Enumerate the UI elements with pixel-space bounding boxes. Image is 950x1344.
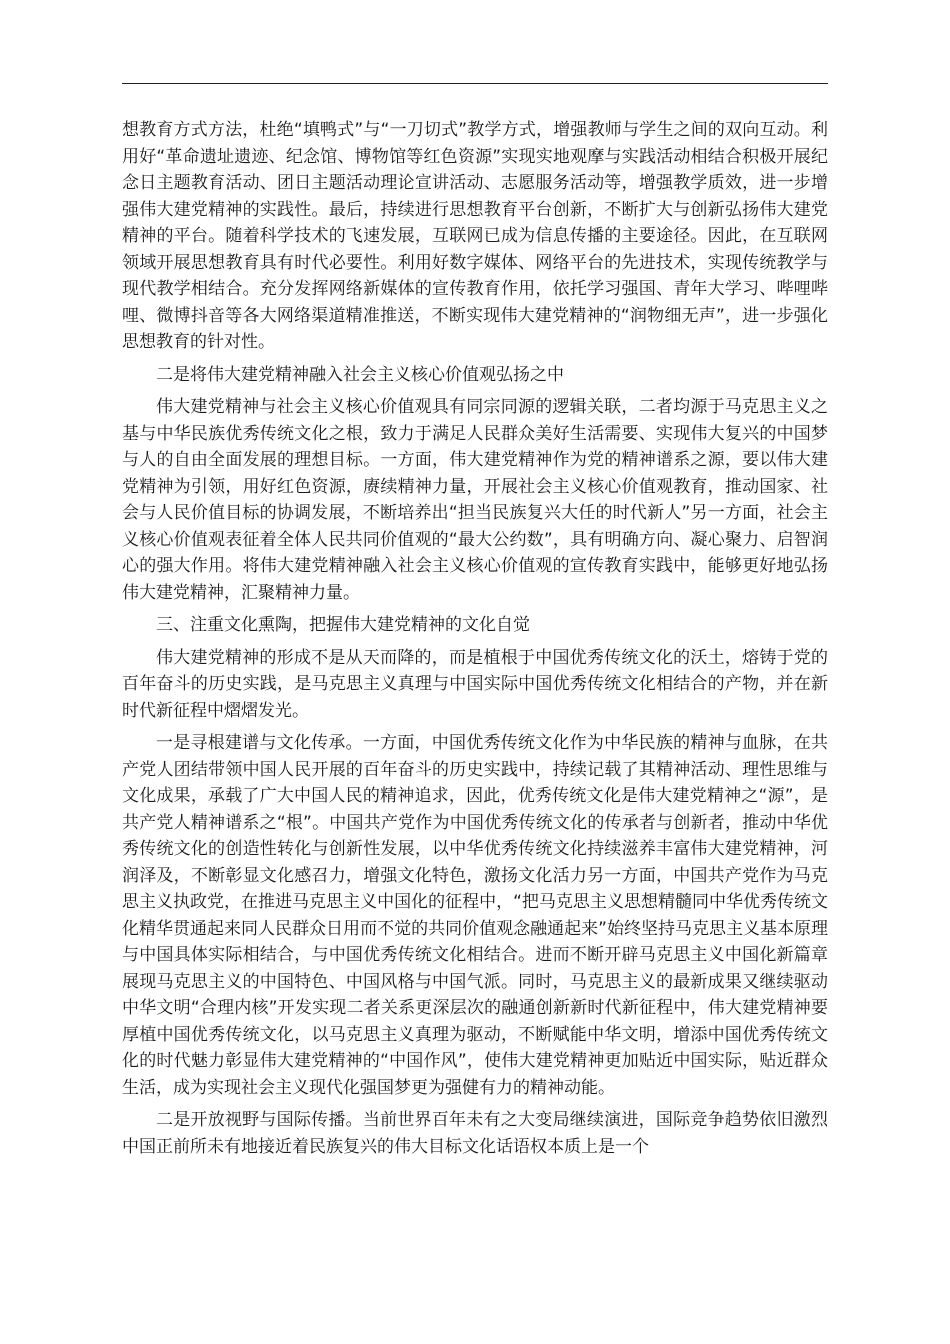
paragraph: 伟大建党精神与社会主义核心价值观具有同宗同源的逻辑关联，二者均源于马克思主义之基与中华民族优秀传统文化之根，致力于满足人民群众美好生活需要、实现伟大复兴的中国梦与人的自由全面发展的理想目标。一方面，伟大建党精神作为党的精神谱系之源，要以伟大建党精神为引领，用好红色资源，赓续精神力量，开展社会主义核心价值观教育，推动国家、社会与人民价值目标的协调发展，不断培养出“担当民族复兴大任的时代新人”另一方面，社会主义核心价值观表征着全体人民共同价值观的“最大公约数”，具有明确方向、凝心聚力、启智润心的强大作用。将伟大建党精神融入社会主义核心价值观的宣传教育实践中，能够更好地弘扬伟大建党精神，汇聚精神力量。	[122, 397, 828, 603]
document-body	[122, 117, 828, 1166]
section-subheading: 二是将伟大建党精神融入社会主义核心价值观弘扬之中	[156, 364, 564, 385]
paragraph: 二是开放视野与国际传播。当前世界百年未有之大变局继续演进，国际竞争趋势依旧激烈中国正前所未有地接近着民族复兴的伟大目标文化话语权本质上是一个	[122, 1110, 828, 1157]
header-rule	[122, 83, 828, 84]
paragraph: 伟大建党精神的形成不是从天而降的，而是植根于中国优秀传统文化的沃土，熔铸于党的百年奋斗的历史实践，是马克思主义真理与中国实际中国优秀传统文化相结合的产物，并在新时代新征程中熠熠发光。	[122, 647, 828, 721]
paragraph-continuation: 想教育方式方法，杜绝“填鸭式”与“一刀切式”教学方式，增强教师与学生之间的双向互动。利用好“革命遗址遗迹、纪念馆、博物馆等红色资源”实现实地观摩与实践活动相结合积极开展纪念日主题教育活动、团日主题活动理论宣讲活动、志愿服务活动等，增强教学质效，进一步增强伟大建党精神的实践性。最后，持续进行思想教育平台创新，不断扩大与创新弘扬伟大建党精神的平台。随着科学技术的飞速发展，互联网已成为信息传播的主要途径。因此，在互联网领域开展思想教育具有时代必要性。利用好数字媒体、网络平台的先进技术，实现传统教学与现代教学相结合。充分发挥网络新媒体的宣传教育作用，依托学习强国、青年大学习、哔哩哔哩、微博抖音等各大网络渠道精准推送，不断实现伟大建党精神的“润物细无声”，进一步强化思想教育的针对性。	[122, 120, 828, 352]
section-heading: 三、注重文化熏陶，把握伟大建党精神的文化自觉	[156, 615, 530, 635]
paragraph: 一是寻根建谱与文化传承。一方面，中国优秀传统文化作为中华民族的精神与血脉，在共产党人团结带领中国人民开展的百年奋斗的历史实践中，持续记载了其精神活动、理性思维与文化成果，承载了广大中国人民的精神追求，因此，优秀传统文化是伟大建党精神之“源”，是共产党人精神谱系之“根”。中国共产党作为中国优秀传统文化的传承者与创新者，推动中华优秀传统文化的创造性转化与创新性发展，以中华优秀传统文化持续滋养丰富伟大建党精神，河润泽及，不断彰显文化感召力，增强文化特色，激扬文化活力另一方面，中国共产党作为马克思主义执政党，在推进马克思主义中国化的征程中，“把马克思主义思想精髓同中华优秀传统文化精华贯通起来同人民群众日用而不觉的共同价值观念融通起来”始终坚持马克思主义基本原理与中国具体实际相结合，与中国优秀传统文化相结合。进而不断开辟马克思主义中国化新篇章展现马克思主义的中国特色、中国风格与中国气派。同时，马克思主义的最新成果又继续驱动中华文明“合理内核”开发实现二者关系更深层次的融通创新新时代新征程中，伟大建党精神要厚植中国优秀传统文化，以马克思主义真理为驱动，不断赋能中华文明，增添中国优秀传统文化的时代魅力彰显伟大建党精神的“中国作风”，使伟大建党精神更加贴近中国实际，贴近群众生活，成为实现社会主义现代化强国梦更为强健有力的精神动能。	[122, 733, 828, 1098]
